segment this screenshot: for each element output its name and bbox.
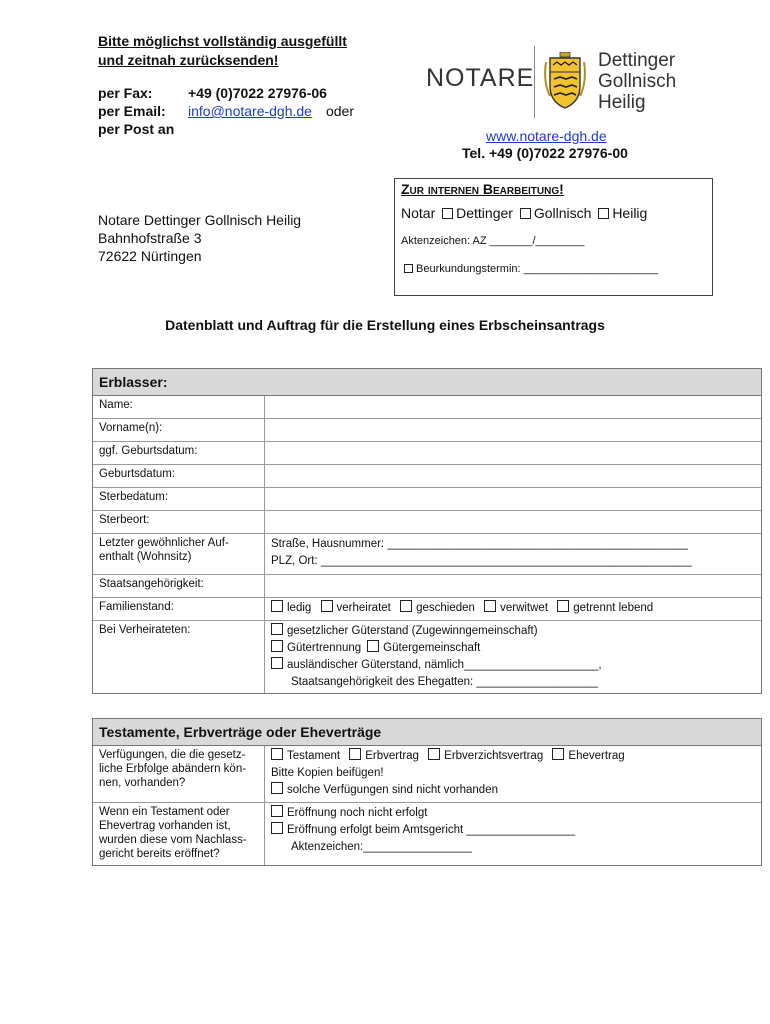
send-options — [98, 84, 354, 138]
beurkundungstermin-label: Beurkundungstermin: ______________________ — [416, 263, 659, 275]
table-row — [93, 488, 761, 511]
row-label-sterbedatum: Sterbedatum: — [93, 488, 265, 510]
verfuegungen-label-line1: Verfügungen, die die gesetz- — [99, 749, 246, 761]
sterbedatum-input[interactable] — [265, 488, 761, 510]
checkbox-ledig[interactable] — [271, 600, 283, 612]
plz-ort-field[interactable]: PLZ, Ort: __________________________________________________________ — [271, 555, 692, 567]
email-label: per Email: — [98, 103, 166, 119]
option-testament: Testament — [287, 750, 341, 762]
document-title: Datenblatt und Auftrag für die Erstellung eines Erbscheinsantrags — [165, 317, 605, 333]
checkbox-verwitwet[interactable] — [484, 600, 496, 612]
row-label-verheiratete: Bei Verheirateten: — [93, 621, 265, 693]
fax-label: per Fax: — [98, 85, 153, 101]
option-keine-verfuegungen: solche Verfügungen sind nicht vorhanden — [287, 784, 498, 796]
eroeffnung-aktenzeichen-field[interactable]: Aktenzeichen:_________________ — [291, 841, 472, 853]
address-line3: 72622 Nürtingen — [98, 248, 202, 264]
notary-logo — [426, 44, 696, 120]
checkbox-testament[interactable] — [271, 748, 283, 760]
option-erbverzichtsvertrag: Erbverzichtsvertrag — [444, 750, 544, 762]
return-notice — [98, 32, 347, 70]
checkbox-beurkundungstermin[interactable] — [404, 264, 413, 273]
table-row — [93, 396, 761, 419]
checkbox-ehevertrag[interactable] — [552, 748, 564, 760]
website-link[interactable]: www.notare-dgh.de — [486, 128, 607, 144]
email-suffix: oder — [325, 103, 354, 119]
table-row — [93, 598, 761, 621]
checkbox-gesetzlicher-gueterstand[interactable] — [271, 623, 283, 635]
row-label-ggf-geburtsdatum: ggf. Geburtsdatum: — [93, 442, 265, 464]
testamente-heading: Testamente, Erbverträge oder Eheverträge — [93, 719, 761, 746]
table-row — [93, 465, 761, 488]
logo-name-gollnisch: Gollnisch — [598, 71, 677, 92]
option-auslaendischer-gueterstand[interactable]: ausländischer Güterstand, nämlich_____________________, — [287, 659, 602, 671]
internal-title: Zur internen Bearbeitung! — [401, 181, 564, 197]
logo-wordmark: NOTARE — [426, 64, 535, 92]
row-label-verfuegungen — [93, 746, 265, 802]
checkbox-verheiratet[interactable] — [321, 600, 333, 612]
option-guetertrennung: Gütertrennung — [287, 642, 362, 654]
address-line1: Notare Dettinger Gollnisch Heilig — [98, 212, 302, 228]
eroeffnung-label-line3: wurden diese vom Nachlass- — [99, 834, 247, 846]
checkbox-guetertrennung[interactable] — [271, 640, 283, 652]
verfuegungen-label-line2: liche Erbfolge abändern kön- — [99, 763, 247, 775]
option-erbvertrag: Erbvertrag — [365, 750, 419, 762]
staatsangehoerigkeit-input[interactable] — [265, 575, 761, 597]
option-ehevertrag: Ehevertrag — [568, 750, 625, 762]
gueterstand-options — [265, 621, 761, 693]
ehegatte-staatsangehoerigkeit-field[interactable]: Staatsangehörigkeit des Ehegatten: ___________________ — [291, 676, 598, 688]
table-row — [93, 511, 761, 534]
wohnsitz-fields — [265, 534, 761, 574]
checkbox-heilig[interactable] — [598, 208, 609, 219]
logo-names — [598, 50, 676, 113]
row-label-name: Name: — [93, 396, 265, 418]
logo-name-heilig: Heilig — [598, 92, 646, 113]
option-verwitwet: verwitwet — [500, 602, 549, 614]
internal-processing-box — [394, 178, 713, 296]
phone-number: Tel. +49 (0)7022 27976-00 — [462, 145, 628, 161]
option-geschieden: geschieden — [416, 602, 475, 614]
row-label-vorname: Vorname(n): — [93, 419, 265, 441]
table-row — [93, 442, 761, 465]
verfuegungen-label-line3: nen, vorhanden? — [99, 777, 186, 789]
eroeffnung-label-line1: Wenn ein Testament oder — [99, 806, 230, 818]
checkbox-auslaendischer-gueterstand[interactable] — [271, 657, 283, 669]
eroeffnung-options — [265, 803, 761, 865]
checkbox-nicht-eroeffnet[interactable] — [271, 805, 283, 817]
coat-of-arms-icon — [542, 52, 588, 112]
option-guetergemeinschaft: Gütergemeinschaft — [383, 642, 481, 654]
beurkundungstermin-field[interactable] — [401, 263, 658, 275]
table-row — [93, 534, 761, 575]
row-label-sterbeort: Sterbeort: — [93, 511, 265, 533]
notar-option-heilig: Heilig — [612, 205, 648, 221]
checkbox-erbvertrag[interactable] — [349, 748, 361, 760]
checkbox-getrennt-lebend[interactable] — [557, 600, 569, 612]
option-eroeffnet-amtsgericht[interactable]: Eröffnung erfolgt beim Amtsgericht _________________ — [287, 824, 576, 836]
geburtsdatum-input[interactable] — [265, 465, 761, 487]
option-ledig: ledig — [287, 602, 312, 614]
notar-option-gollnisch: Gollnisch — [533, 205, 592, 221]
row-label-eroeffnung — [93, 803, 265, 865]
testamente-section — [92, 718, 762, 866]
table-row — [93, 621, 761, 693]
wohnsitz-label-line1: Letzter gewöhnlicher Auf- — [99, 537, 229, 549]
row-label-familienstand: Familienstand: — [93, 598, 265, 620]
notar-option-dettinger: Dettinger — [456, 205, 513, 221]
strasse-field[interactable]: Straße, Hausnummer: _______________________________________________ — [271, 538, 688, 550]
checkbox-dettinger[interactable] — [442, 208, 453, 219]
checkbox-geschieden[interactable] — [400, 600, 412, 612]
vorname-input[interactable] — [265, 419, 761, 441]
copies-note: Bitte Kopien beifügen! — [271, 767, 384, 779]
checkbox-eroeffnet[interactable] — [271, 822, 283, 834]
option-verheiratet: verheiratet — [336, 602, 391, 614]
row-label-wohnsitz — [93, 534, 265, 574]
checkbox-gollnisch[interactable] — [520, 208, 531, 219]
erblasser-heading: Erblasser: — [93, 369, 761, 396]
wohnsitz-label-line2: enthalt (Wohnsitz) — [99, 551, 192, 563]
email-link[interactable]: info@notare-dgh.de — [188, 103, 312, 119]
checkbox-keine-verfuegungen[interactable] — [271, 782, 283, 794]
table-row — [93, 575, 761, 598]
row-label-geburtsdatum: Geburtsdatum: — [93, 465, 265, 487]
recipient-address — [98, 211, 301, 265]
return-notice-line1: Bitte möglichst vollständig ausgefüllt — [98, 33, 347, 49]
table-row — [93, 746, 761, 803]
option-nicht-eroeffnet: Eröffnung noch nicht erfolgt — [287, 807, 428, 819]
checkbox-guetergemeinschaft[interactable] — [367, 640, 379, 652]
ggf-geburtsdatum-input[interactable] — [265, 442, 761, 464]
eroeffnung-label-line4: gericht bereits eröffnet? — [99, 848, 220, 860]
erblasser-section — [92, 368, 762, 694]
fax-number: +49 (0)7022 27976-06 — [188, 85, 327, 101]
row-label-staatsangehoerigkeit: Staatsangehörigkeit: — [93, 575, 265, 597]
address-line2: Bahnhofstraße 3 — [98, 230, 202, 246]
sterbeort-input[interactable] — [265, 511, 761, 533]
aktenzeichen-field[interactable]: Aktenzeichen: AZ _______/________ — [401, 235, 585, 247]
table-row — [93, 419, 761, 442]
notar-label: Notar — [401, 205, 436, 221]
name-input[interactable] — [265, 396, 761, 418]
checkbox-erbverzichtsvertrag[interactable] — [428, 748, 440, 760]
option-getrennt-lebend: getrennt lebend — [573, 602, 654, 614]
notar-selection — [401, 205, 647, 221]
return-notice-line2: und zeitnah zurücksenden! — [98, 52, 279, 68]
eroeffnung-label-line2: Ehevertrag vorhanden ist, — [99, 820, 231, 832]
table-row — [93, 803, 761, 865]
logo-divider — [534, 46, 535, 118]
verfuegungen-options — [265, 746, 761, 802]
option-gesetzlicher-gueterstand: gesetzlicher Güterstand (Zugewinngemeinschaft) — [287, 625, 538, 637]
post-label: per Post an — [98, 121, 175, 137]
familienstand-options — [265, 598, 761, 620]
logo-name-dettinger: Dettinger — [598, 50, 676, 71]
